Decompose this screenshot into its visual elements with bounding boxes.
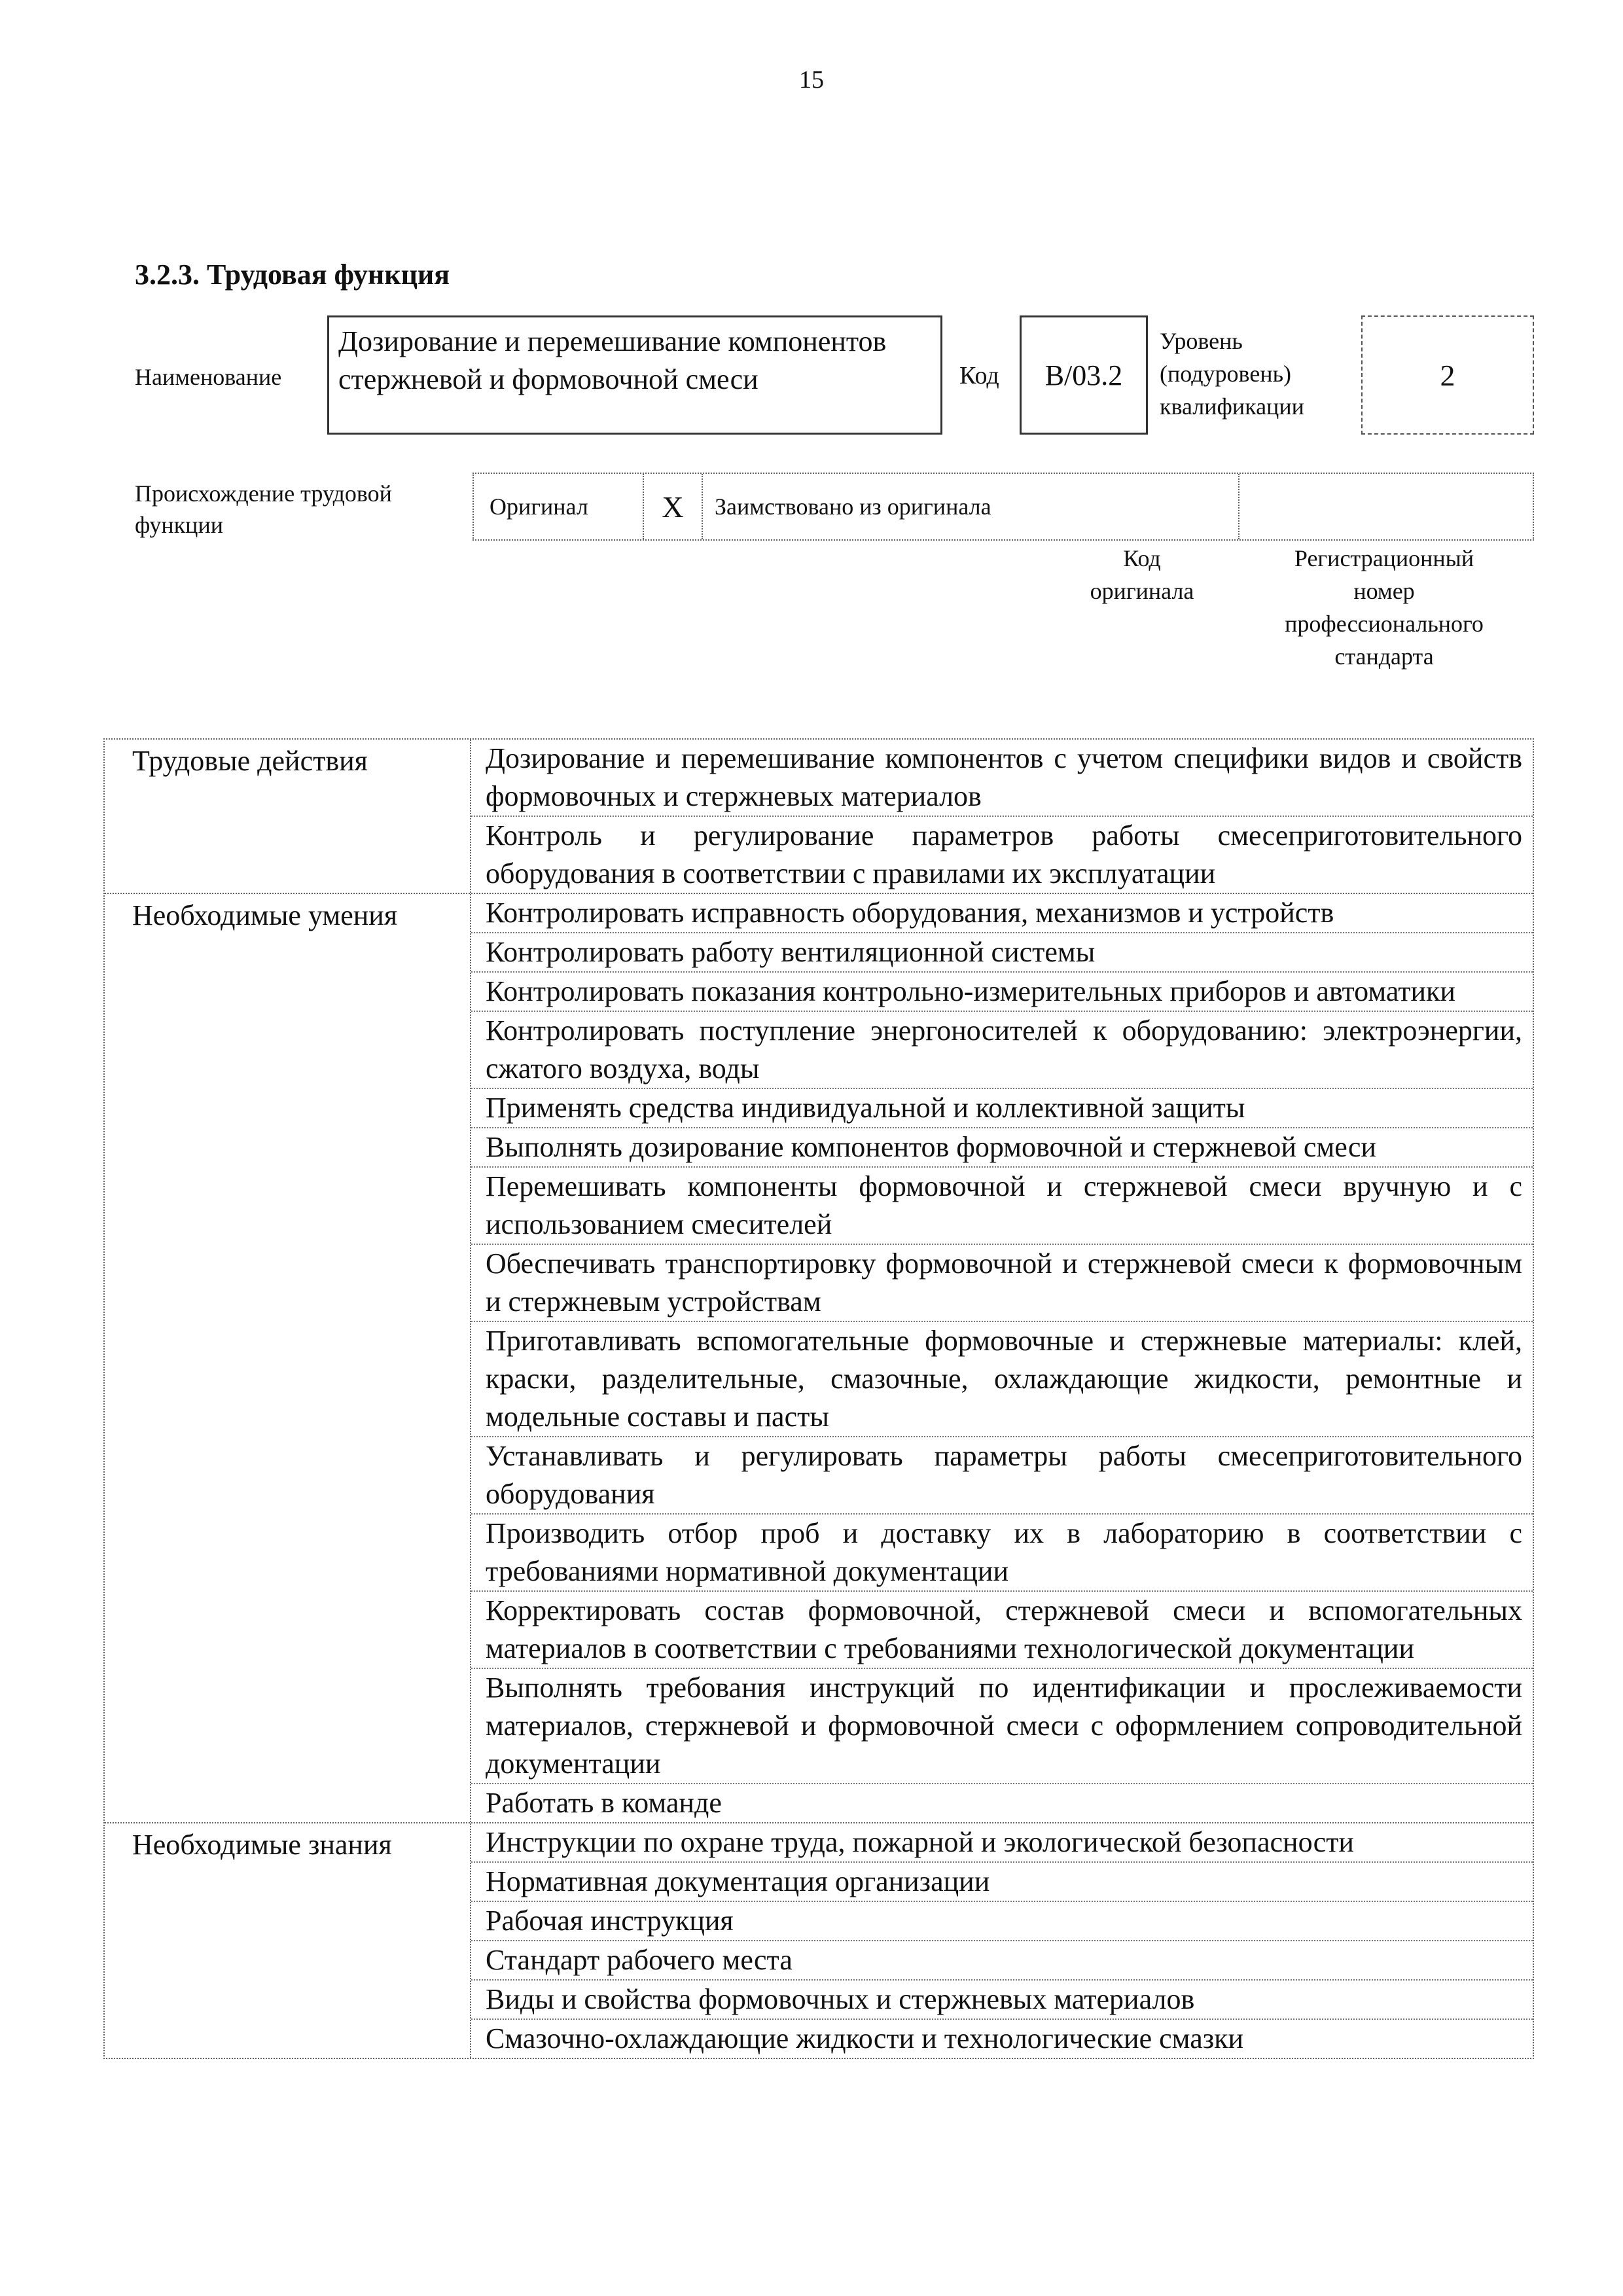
table-cell: Стандарт рабочего места <box>471 1941 1533 1981</box>
code-original-caption <box>1067 542 1217 607</box>
table-cell: Корректировать состав формовочной, стержневой смеси и вспомогательных материалов в соответствии с требованиями технологической документации <box>471 1592 1533 1669</box>
code-label: Код <box>959 362 999 389</box>
table-cell: Применять средства индивидуальной и коллективной защиты <box>471 1089 1533 1128</box>
table-cell: Контролировать показания контрольно-измерительных приборов и автоматики <box>471 973 1533 1012</box>
table-cell: Виды и свойства формовочных и стержневых материалов <box>471 1981 1533 2020</box>
table-cell: Контролировать поступление энергоносителей к оборудованию: электроэнергии, сжатого воздуха, воды <box>471 1012 1533 1089</box>
section-title: 3.2.3. Трудовая функция <box>135 259 450 291</box>
table-cell: Смазочно-охлаждающие жидкости и технологические смазки <box>486 2022 1244 2054</box>
origin-row <box>473 473 1534 541</box>
table-cell: Производить отбор проб и доставку их в лабораторию в соответствии с требованиями нормативной документации <box>471 1515 1533 1592</box>
origin-original: Оригинал <box>474 474 644 539</box>
level-field: 2 <box>1361 315 1534 435</box>
table-cell: Выполнять дозирование компонентов формовочной и стержневой смеси <box>471 1128 1533 1168</box>
group-label: Необходимые знания <box>105 1823 471 2058</box>
table-cell: Контроль и регулирование параметров работы смесеприготовительного оборудования в соответствии с правилами их эксплуатации <box>486 819 1522 889</box>
table-cell: Контролировать работу вентиляционной системы <box>471 933 1533 973</box>
name-label: Наименование <box>135 364 282 390</box>
group-label: Трудовые действия <box>105 740 471 893</box>
table-cell: Нормативная документация организации <box>471 1863 1533 1902</box>
table-cell: Работать в команде <box>486 1787 722 1819</box>
group-label: Необходимые умения <box>105 894 471 1822</box>
code-field: B/03.2 <box>1020 315 1148 435</box>
origin-label-line: функции <box>135 512 223 538</box>
level-label-line: Уровень <box>1160 328 1243 354</box>
origin-borrowed: Заимствовано из оригинала <box>703 474 1240 539</box>
function-table <box>103 738 1534 2059</box>
caption-line: Код <box>1123 545 1161 571</box>
table-cell: Рабочая инструкция <box>471 1902 1533 1941</box>
caption-line: Регистрационный <box>1294 545 1474 571</box>
table-cell: Обеспечивать транспортировку формовочной и стержневой смеси к формовочным и стержневым устройствам <box>471 1245 1533 1322</box>
table-cell: Дозирование и перемешивание компонентов с учетом специфики видов и свойств формовочных и стержневых материалов <box>471 740 1533 817</box>
group-cells <box>471 740 1533 893</box>
table-cell: Устанавливать и регулировать параметры работы смесеприготовительного оборудования <box>471 1437 1533 1515</box>
origin-label <box>135 478 392 541</box>
caption-line: профессионального <box>1285 611 1484 637</box>
group-skills <box>105 894 1533 1823</box>
page-number: 15 <box>799 66 824 94</box>
table-cell: Перемешивать компоненты формовочной и стержневой смеси вручную и с использованием смесителей <box>471 1168 1533 1245</box>
origin-label-line: Происхождение трудовой <box>135 480 392 507</box>
group-actions <box>105 740 1533 894</box>
reg-number-caption <box>1237 542 1531 673</box>
level-label <box>1160 325 1304 423</box>
table-cell: Контролировать исправность оборудования, механизмов и устройств <box>471 894 1533 933</box>
group-cells <box>471 894 1533 1822</box>
table-cell: Выполнять требования инструкций по идентификации и прослеживаемости материалов, стержневой и формовочной смеси с оформлением сопроводительной документации <box>471 1669 1533 1784</box>
caption-line: оригинала <box>1090 578 1194 604</box>
caption-line: номер <box>1353 578 1415 604</box>
origin-reg-cell <box>1240 474 1533 539</box>
level-label-line: квалификации <box>1160 393 1304 420</box>
level-label-line: (подуровень) <box>1160 361 1291 387</box>
table-cell: Инструкции по охране труда, пожарной и экологической безопасности <box>471 1823 1533 1863</box>
group-cells <box>471 1823 1533 2058</box>
table-cell: Приготавливать вспомогательные формовочные и стержневые материалы: клей, краски, разделительные, смазочные, охлаждающие жидкости, ремонтные и модельные составы и пасты <box>471 1322 1533 1437</box>
group-knowledge <box>105 1823 1533 2058</box>
caption-line: стандарта <box>1334 643 1434 670</box>
origin-mark: X <box>644 474 703 539</box>
function-name-field: Дозирование и перемешивание компонентов стержневой и формовочной смеси <box>327 315 942 435</box>
